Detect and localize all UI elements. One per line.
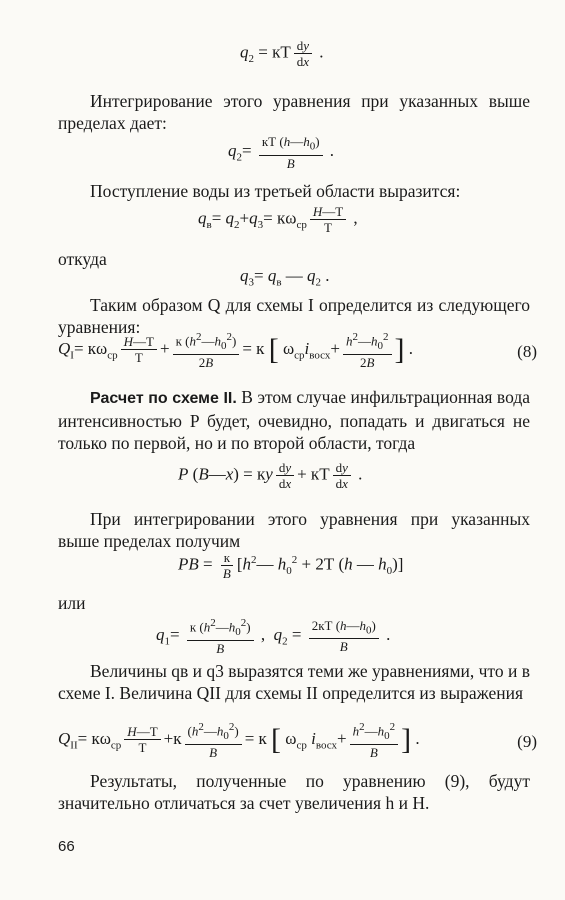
paragraph-whence: откуда [58, 249, 107, 269]
equation-9: $Q_{II}= к\omega_{ср}$ $\frac{H—Т}{Т}$ +к $\frac{(h^2—h_0^2)}{B}$ = к [ $\omega_{ср}$ $i_{восх}+$ $\frac{h^2—h_0^2}{B}$ ] . [58, 721, 420, 760]
equation-number-9: (9) [517, 732, 537, 751]
equation-qv: $q_в= q_2+q_3= к\omega_{ср}$ $\frac{H—Т}{Т}$ , [198, 204, 358, 235]
paragraph-scheme-two [58, 386, 530, 454]
paragraph-scheme-two-q: Величины qв и q3 выразятся теми же уравнениями, что и в схеме I. Величина QII для схемы II определится из выражения [58, 661, 530, 703]
paragraph-results: Результаты, полученные по уравнению (9), будут значительно отличаться за счет увеличения h и H. [58, 771, 530, 813]
paragraph-integration-result: При интегрировании этого уравнения при указанных выше пределах получим [58, 509, 530, 551]
equation-q2-integrated: $q_2=$ $\frac{кТ (h—h_0)}{B}$ . [228, 134, 335, 171]
paragraph-inflow: Поступление воды из третьей области выразится: [90, 181, 461, 201]
heading-scheme-two: Расчет по схеме II. [90, 390, 237, 407]
equation-q2-differential: $q_2$ = кТ $\frac{dy}{dx}$ . [240, 38, 324, 69]
equation-8: $Q_I= к\omega_{ср}$ $\frac{H—Т}{Т}$ + $\frac{к (h^2—h_0^2)}{2B}$ = к [ $\omega_{ср}i_{восх}+$ $\frac{h^2—h_0^2}{2B}$ ] . [58, 331, 413, 370]
paragraph-or: или [58, 593, 86, 613]
page-number: 66 [58, 838, 75, 855]
paragraph-scheme-two-text: В этом случае инфильтрационная вода интенсивностью P будет, очевидно, попадать и двигаться не только по первой, но и по второй области, тогда [58, 387, 530, 453]
equation-q3: $q_3= q_в$ — $q_2$ . [240, 266, 330, 289]
equation-pb: PB = $\frac{к}{B}$ [$h^2—$ $h_0^2 + 2Т$ (h — $h_0$)] [178, 550, 404, 581]
equation-q1-q2: $q_1=$ $\frac{к (h^2—h_0^2)}{B}$ , $q_2$ = $\frac{2кТ (h—h_0)}{B}$ . [156, 617, 391, 656]
paragraph-integration: Интегрирование этого уравнения при указанных выше пределах дает: [58, 91, 530, 133]
equation-infiltration: P (B—x) = кy $\frac{dy}{dx}$ + кТ $\frac{dy}{dx}$ . [178, 460, 363, 491]
paragraph-scheme-one: Таким образом Q для схемы I определится из следующего уравнения: [58, 295, 530, 337]
equation-number-8: (8) [517, 342, 537, 361]
